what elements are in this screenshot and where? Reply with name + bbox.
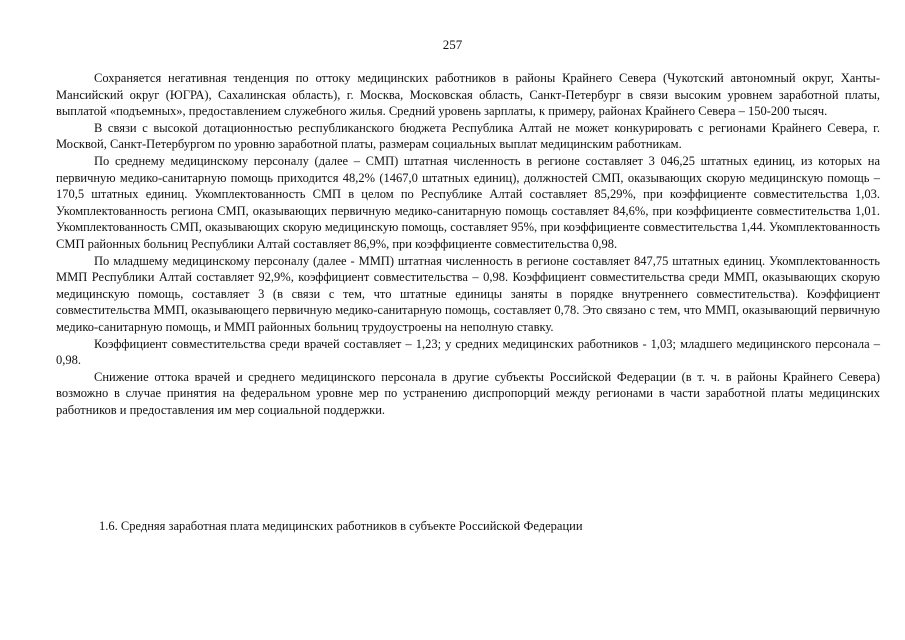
paragraph-outflow-trend: Сохраняется негативная тенденция по оттоку медицинских работников в районы Крайнего Севера (Чукотский автономный округ, Ханты-Мансийский округ (ЮГРА), Сахалинская область), г. Москва, Московская область, Санкт-Петербург в связи высоким уровнем заработной платы, выплатой «подъемных», предоставлением служебного жилья. Средний уровень зарплаты, к примеру, районах Крайнего Севера – 150-200 тысяч. <box>56 71 880 119</box>
paragraph-junior-staff: По младшему медицинскому персоналу (далее - ММП) штатная численность в регионе составляет 847,75 штатных единиц. Укомплектованность ММП Республики Алтай составляет 92,9%, коэффициент совместительства – 0,98. Коэффициент совместительства среди ММП, оказывающих скорую медицинскую помощь, составляет 3 (в связи с тем, что штатные единицы заняты в порядке внутреннего совместительства). Коэффициент совместительства ММП, оказывающего первичную медико-санитарную помощь, составляет 0,78. Это связано с тем, что ММП, оказывающий первичную медико-санитарную помощь, и ММП районных больниц трудоустроены на неполную ставку. <box>56 253 880 334</box>
section-heading: 1.6. Средняя заработная плата медицинских работников в субъекте Российской Федерации <box>99 519 583 533</box>
paragraph-mid-level-staff: По среднему медицинскому персоналу (далее – СМП) штатная численность в регионе составляет 3 046,25 штатных единиц, из которых на первичную медико-санитарную помощь приходится 48,2% (1467,0 штатных единиц), должностей СМП, оказывающих скорую медицинскую помощь – 170,5 штатных единиц. Укомплектованность СМП в целом по Республике Алтай составляет 85,29%, при коэффициенте совместительства 1,03. Укомплектованность региона СМП, оказывающих первичную медико-санитарную помощь составляет 84,6%, при коэффициенте совместительства 1,01. Укомплектованность СМП, оказывающих скорую медицинскую помощь, составляет 95%, при коэффициенте совместительства 1,44. Укомплектованность СМП районных больниц Республики Алтай составляет 86,9%, при коэффициенте совместительства 0,98. <box>56 153 880 251</box>
paragraph-budget-subsidy: В связи с высокой дотационностью республиканского бюджета Республика Алтай не может конкурировать с регионами Крайнего Севера, г. Москвой, Санкт-Петербургом по уровню заработной платы, размерам социальных выплат медицинским работникам. <box>56 120 880 152</box>
paragraph-combination-coefficient: Коэффициент совместительства среди врачей составляет – 1,23; у средних медицинских работников - 1,03; младшего медицинского персонала – 0,98. <box>56 336 880 368</box>
document-body <box>56 70 880 418</box>
page-number: 257 <box>442 37 463 52</box>
paragraph-outflow-reduction: Снижение оттока врачей и среднего медицинского персонала в другие субъекты Российской Федерации (в т. ч. в районы Крайнего Севера) возможно в случае принятия на федеральном уровне мер по устранению диспропорций между регионами в части заработной платы медицинских работников и предоставления им мер социальной поддержки. <box>56 369 880 417</box>
